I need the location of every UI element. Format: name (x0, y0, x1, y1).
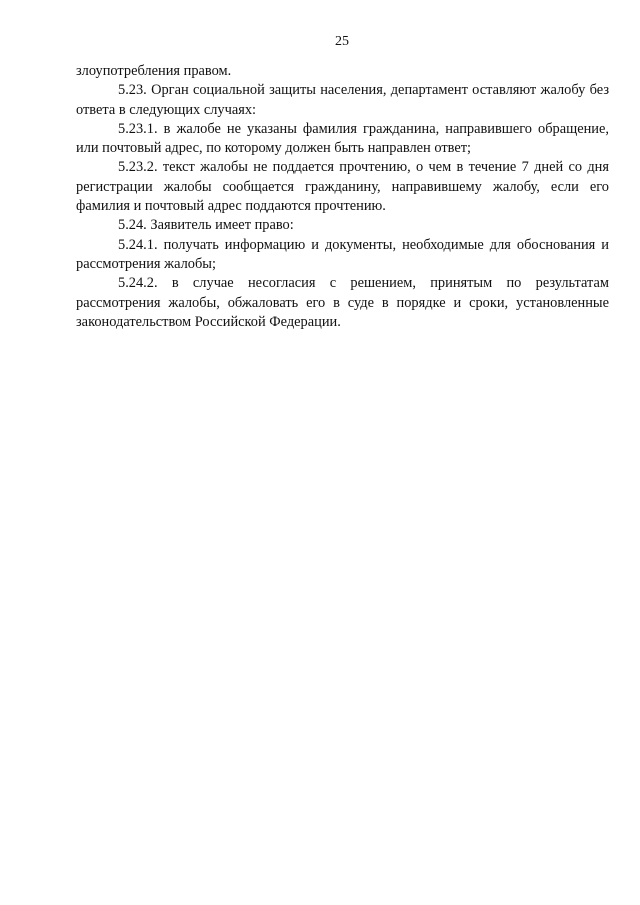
paragraph-5-24-2: 5.24.2. в случае несогласия с решением, принятым по результатам рассмотрения жалобы, обжаловать его в суде в порядке и сроки, установленные законодательством Российской Федерации. (76, 275, 609, 330)
paragraph-5-23-1: 5.23.1. в жалобе не указаны фамилия гражданина, направившего обращение, или почтовый адрес, по которому должен быть направлен ответ; (76, 120, 609, 157)
paragraph-5-24: 5.24. Заявитель имеет право: (118, 217, 294, 234)
paragraph-continuation: злоупотребления правом. (76, 63, 232, 79)
document-body (76, 62, 609, 332)
paragraph-5-23-2: 5.23.2. текст жалобы не поддается прочтению, о чем в течение 7 дней со дня регистрации жалобы сообщается гражданину, направившему жалобу, если его фамилия и почтовый адрес поддаются прочтению. (76, 159, 609, 215)
paragraph-5-24-1: 5.24.1. получать информацию и документы, необходимые для обоснования и рассмотрения жалобы; (76, 236, 609, 272)
page-number: 25 (335, 34, 349, 49)
paragraph-5-23: 5.23. Орган социальной защиты населения, департамент оставляют жалобу без ответа в следующих случаях: (76, 82, 609, 118)
